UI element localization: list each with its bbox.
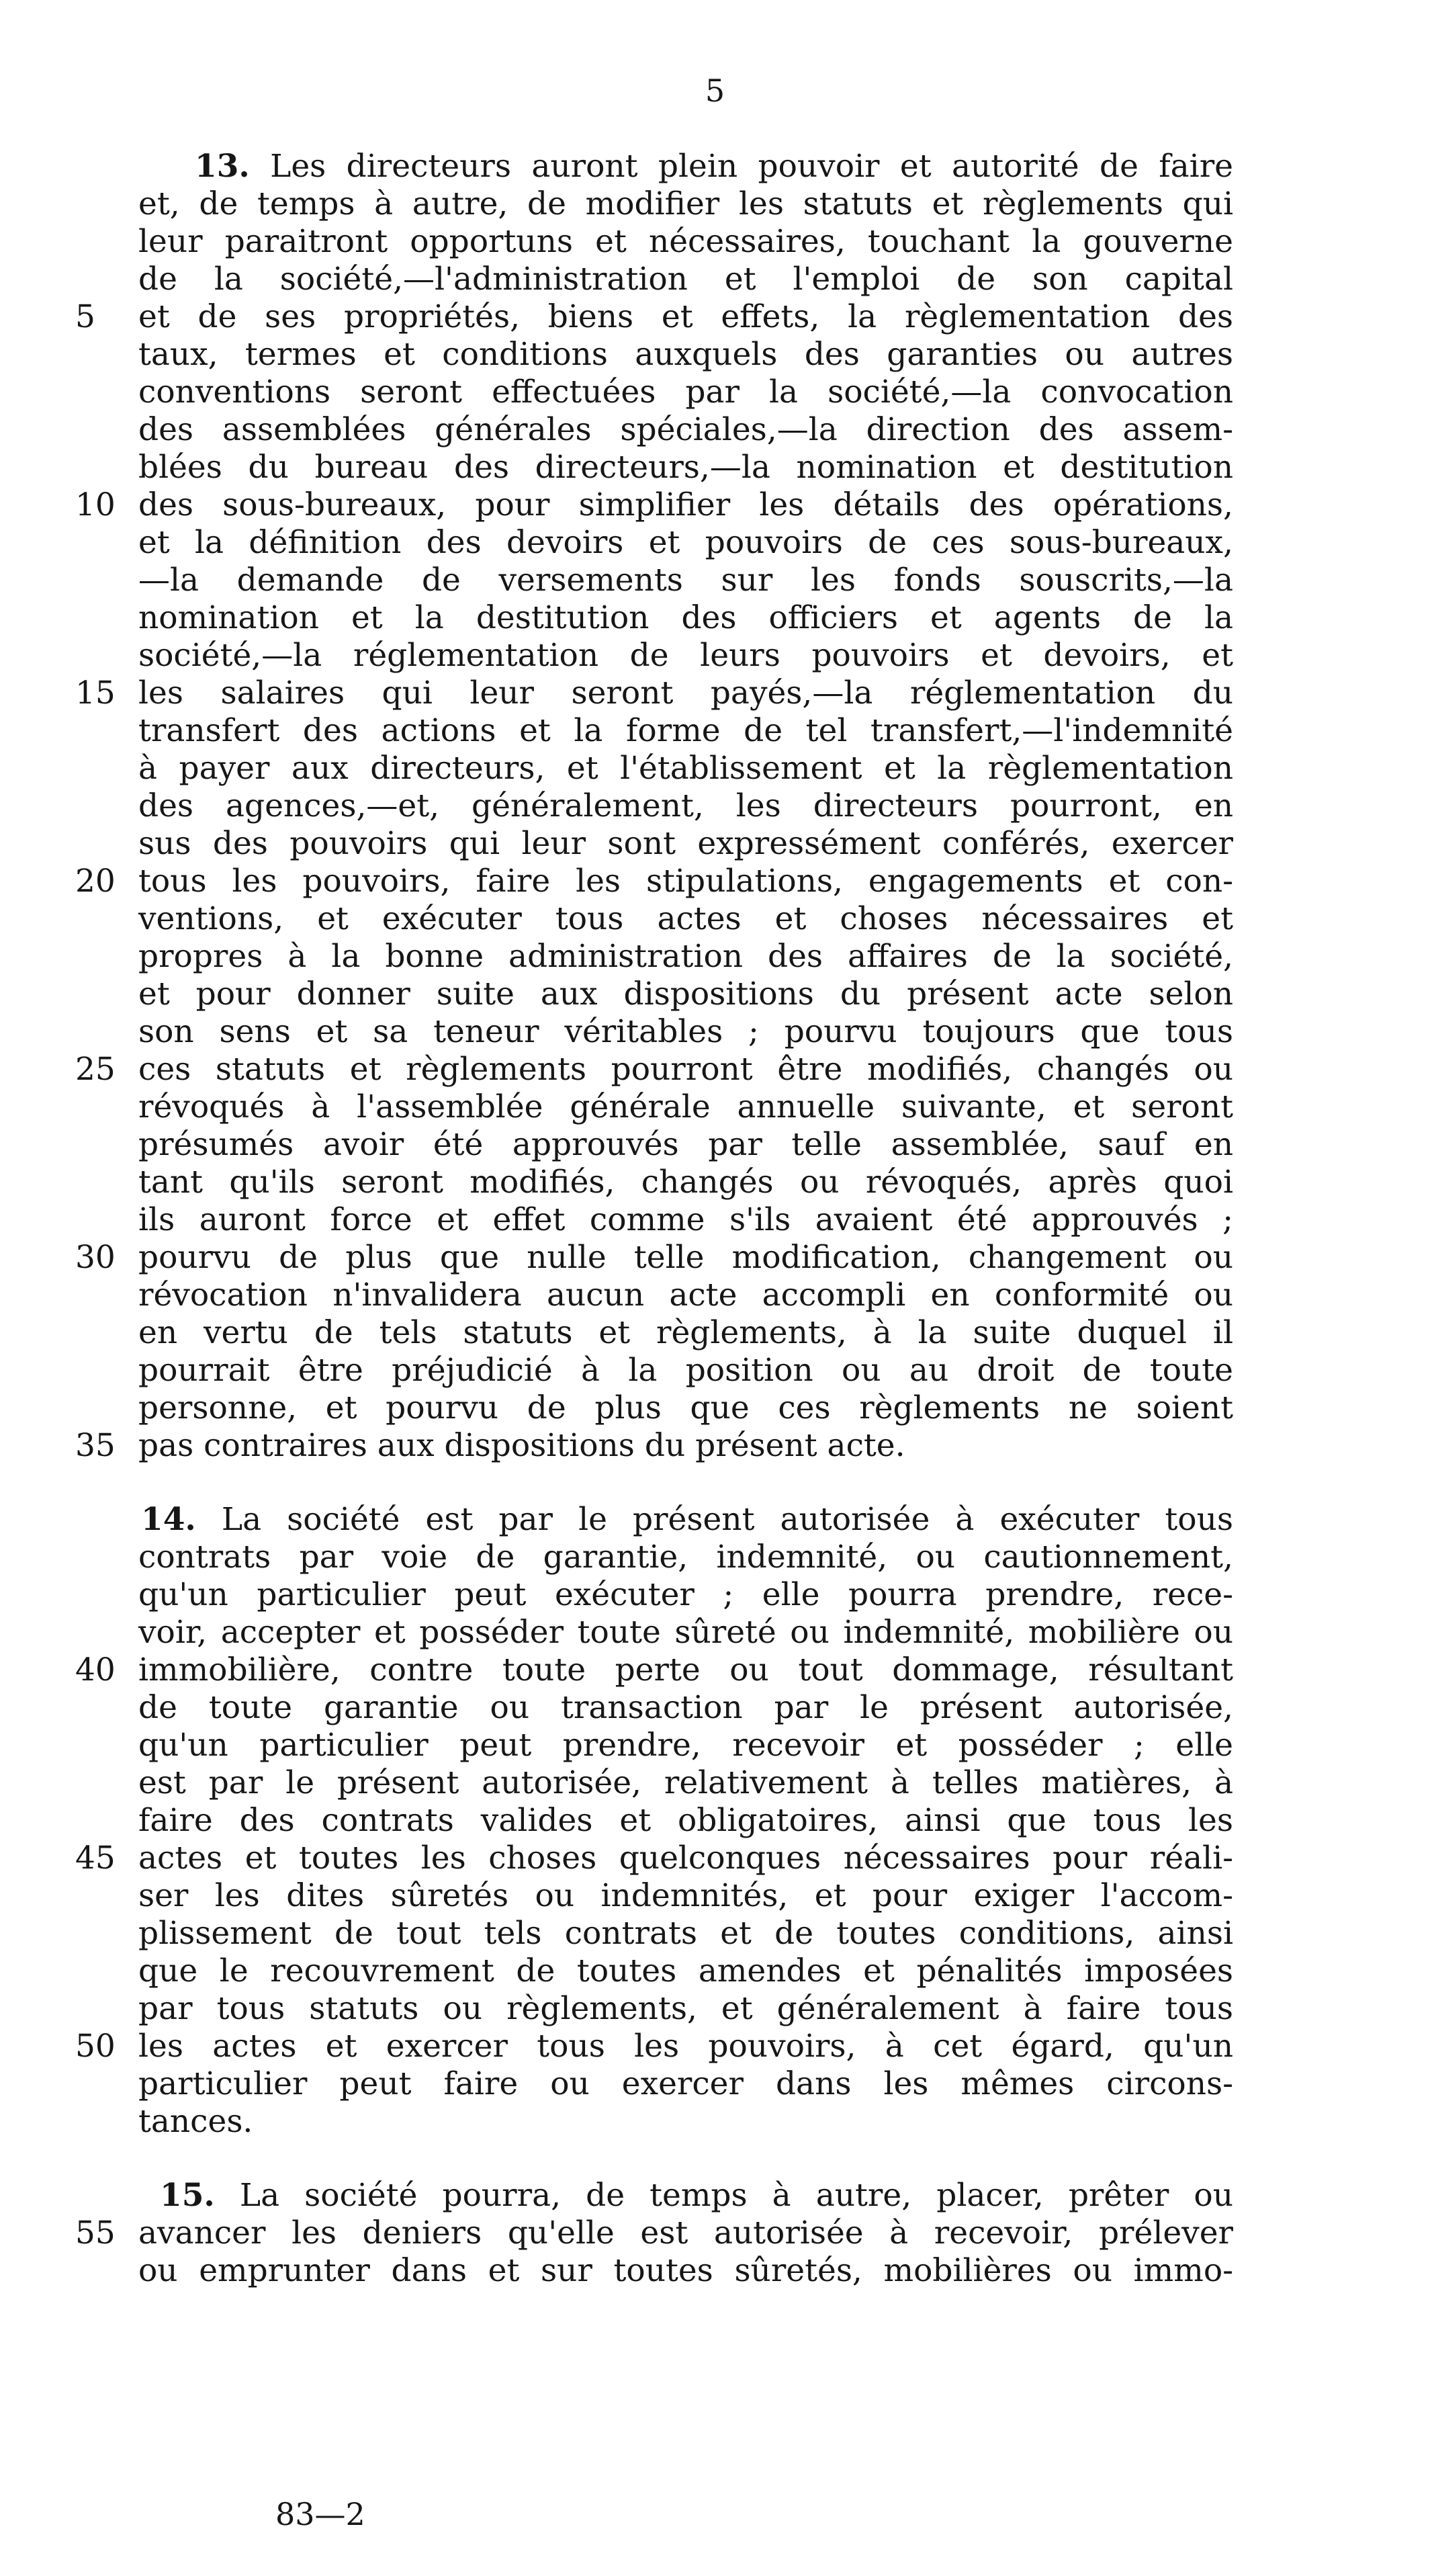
text-line: [0, 1876, 1430, 1916]
line-text: [141, 1500, 1233, 1540]
line-text: immobilière, contre toute perte ou tout dommage, résultant: [138, 1651, 1233, 1688]
text-line: [0, 335, 1430, 375]
line-text: blées du bureau des directeurs,—la nomination et destitution: [138, 449, 1233, 486]
line-text: contrats par voie de garantie, indemnité, ou cautionnement,: [138, 1539, 1233, 1576]
text-line: [0, 1763, 1430, 1803]
page-number: 5: [705, 73, 725, 109]
line-text: à payer aux directeurs, et l'établissement et la règlementation: [138, 750, 1233, 787]
line-number: 15: [75, 675, 116, 712]
line-text: pourrait être préjudicié à la position ou au droit de toute: [138, 1352, 1233, 1389]
text-line: [0, 2064, 1430, 2104]
line-text: des sous-bureaux, pour simplifier les détails des opérations,: [138, 486, 1233, 523]
text-line: [0, 1575, 1430, 1615]
text-line: [0, 1801, 1430, 1841]
text-line: [0, 1650, 1430, 1690]
line-text: avancer les deniers qu'elle est autorisée à recevoir, prélever: [138, 2215, 1233, 2251]
text-line: [0, 673, 1430, 714]
printer-signature: 83—2: [275, 2496, 365, 2532]
line-text: plissement de tout tels contrats et de toutes conditions, ainsi: [138, 1915, 1233, 1952]
line-text: propres à la bonne administration des affaires de la société,: [138, 938, 1233, 975]
line-number: 25: [75, 1051, 116, 1088]
text-line: [0, 899, 1430, 939]
text-line: [0, 1989, 1430, 2029]
line-text: des assemblées générales spéciales,—la direction des assem-: [138, 411, 1233, 448]
line-text: de toute garantie ou transaction par le présent autorisée,: [138, 1689, 1233, 1726]
text-line: [0, 447, 1430, 488]
line-text: et pour donner suite aux dispositions du présent acte selon: [138, 976, 1233, 1013]
line-text: les actes et exercer tous les pouvoirs, à cet égard, qu'un: [138, 2028, 1233, 2065]
line-text: [195, 146, 1233, 187]
text-line: [0, 2102, 1430, 2142]
text-line: [0, 748, 1430, 789]
text-line: [0, 1500, 1430, 1540]
line-text: en vertu de tels statuts et règlements, à la suite duquel il: [138, 1314, 1233, 1351]
line-text: ces statuts et règlements pourront être modifiés, changés ou: [138, 1051, 1233, 1088]
line-text: tances.: [138, 2103, 253, 2140]
text-line: [0, 560, 1430, 601]
text-line: [0, 1200, 1430, 1240]
text-line: [0, 1914, 1430, 1954]
text-line: [0, 1951, 1430, 1991]
text-line: [0, 861, 1430, 902]
line-text: est par le présent autorisée, relativement à telles matières, à: [138, 1764, 1233, 1801]
line-number: 55: [75, 2215, 116, 2251]
line-text: les salaires qui leur seront payés,—la réglementation du: [138, 675, 1233, 712]
text-line: [0, 937, 1430, 977]
text-line: [0, 636, 1430, 676]
line-text: des agences,—et, généralement, les directeurs pourront, en: [138, 787, 1233, 824]
text-line: [0, 1838, 1430, 1879]
line-text: tous les pouvoirs, faire les stipulations, engagements et con-: [138, 863, 1233, 900]
line-number: 50: [75, 2028, 116, 2065]
text-line: [0, 1125, 1430, 1165]
line-text: révocation n'invalidera aucun acte accompli en conformité ou: [138, 1277, 1233, 1314]
text-line: [0, 523, 1430, 563]
text-line: [0, 711, 1430, 751]
line-text: pas contraires aux dispositions du présent acte.: [138, 1427, 905, 1464]
text-line: [0, 2251, 1430, 2291]
line-number: 30: [75, 1239, 116, 1276]
line-text: pourvu de plus que nulle telle modification, changement ou: [138, 1239, 1233, 1276]
line-text: —la demande de versements sur les fonds souscrits,—la: [138, 562, 1233, 599]
text-line: [0, 184, 1430, 224]
line-text: ventions, et exécuter tous actes et choses nécessaires et: [138, 900, 1233, 937]
text-line: [0, 297, 1430, 337]
line-text: tant qu'ils seront modifiés, changés ou révoqués, après quoi: [138, 1164, 1233, 1201]
section-number: 14.: [141, 1501, 196, 1538]
section-text: Les directeurs auront plein pouvoir et autorité de faire: [249, 148, 1233, 185]
section-number: 13.: [195, 148, 250, 185]
text-line: [0, 824, 1430, 864]
line-text: par tous statuts ou règlements, et généralement à faire tous: [138, 1990, 1233, 2027]
line-number: 35: [75, 1427, 116, 1464]
line-text: ou emprunter dans et sur toutes sûretés, mobilières ou immo-: [138, 2252, 1233, 2289]
line-text: transfert des actions et la forme de tel transfert,—l'indemnité: [138, 712, 1233, 749]
line-text: que le recouvrement de toutes amendes et pénalités imposées: [138, 1952, 1233, 1989]
line-text: qu'un particulier peut exécuter ; elle pourra prendre, rece-: [138, 1576, 1233, 1613]
line-text: et, de temps à autre, de modifier les statuts et règlements qui: [138, 185, 1233, 222]
text-line: [0, 786, 1430, 826]
line-text: faire des contrats valides et obligatoires, ainsi que tous les: [138, 1802, 1233, 1839]
line-number: 5: [75, 298, 95, 335]
text-line: [0, 1012, 1430, 1052]
text-line: [0, 410, 1430, 450]
section-text: La société est par le présent autorisée à exécuter tous: [195, 1501, 1233, 1538]
line-text: présumés avoir été approuvés par telle assemblée, sauf en: [138, 1126, 1233, 1163]
text-line: [0, 1238, 1430, 1278]
line-text: sus des pouvoirs qui leur sont expressément conférés, exercer: [138, 825, 1233, 862]
text-line: [0, 1537, 1430, 1578]
line-text: personne, et pourvu de plus que ces règlements ne soient: [138, 1389, 1233, 1426]
line-text: et de ses propriétés, biens et effets, la règlementation des: [138, 298, 1233, 335]
line-text: ils auront force et effet comme s'ils avaient été approuvés ;: [138, 1201, 1233, 1238]
text-line: [0, 222, 1430, 262]
line-text: leur paraitront opportuns et nécessaires, touchant la gouverne: [138, 223, 1233, 260]
line-text: conventions seront effectuées par la société,—la convocation: [138, 374, 1233, 411]
line-text: de la société,—l'administration et l'emploi de son capital: [138, 261, 1233, 298]
line-number: 20: [75, 863, 116, 900]
text-line: [0, 1087, 1430, 1127]
text-line: [0, 146, 1430, 187]
text-line: [0, 1388, 1430, 1428]
section-number: 15.: [160, 2177, 215, 2214]
text-line: [0, 1162, 1430, 1203]
text-line: [0, 1350, 1430, 1391]
line-text: son sens et sa teneur véritables ; pourvu toujours que tous: [138, 1013, 1233, 1050]
text-line: [0, 1426, 1430, 1466]
line-text: ser les dites sûretés ou indemnités, et pour exiger l'accom-: [138, 1877, 1233, 1914]
line-number: 10: [75, 486, 116, 523]
text-line: [0, 372, 1430, 413]
line-text: et la définition des devoirs et pouvoirs de ces sous-bureaux,: [138, 524, 1233, 561]
line-text: nomination et la destitution des officiers et agents de la: [138, 599, 1233, 636]
line-text: qu'un particulier peut prendre, recevoir et posséder ; elle: [138, 1727, 1233, 1764]
text-line: [0, 1313, 1430, 1353]
text-line: [0, 2176, 1430, 2216]
text-line: [0, 1725, 1430, 1766]
line-text: société,—la réglementation de leurs pouvoirs et devoirs, et: [138, 637, 1233, 674]
line-text: [160, 2176, 1233, 2216]
text-line: [0, 1049, 1430, 1090]
text-line: [0, 2026, 1430, 2067]
text-line: [0, 2213, 1430, 2253]
text-line: [0, 598, 1430, 638]
line-text: actes et toutes les choses quelconques nécessaires pour réali-: [138, 1840, 1233, 1877]
line-number: 45: [75, 1840, 116, 1877]
section-text: La société pourra, de temps à autre, placer, prêter ou: [214, 2177, 1233, 2214]
text-line: [0, 1613, 1430, 1653]
text-line: [0, 974, 1430, 1015]
text-line: [0, 259, 1430, 300]
line-number: 40: [75, 1651, 116, 1688]
line-text: révoqués à l'assemblée générale annuelle suivante, et seront: [138, 1088, 1233, 1125]
line-text: voir, accepter et posséder toute sûreté ou indemnité, mobilière ou: [138, 1614, 1233, 1651]
line-text: taux, termes et conditions auxquels des garanties ou autres: [138, 336, 1233, 373]
line-text: particulier peut faire ou exercer dans les mêmes circons-: [138, 2065, 1233, 2102]
text-line: [0, 1275, 1430, 1316]
text-line: [0, 1688, 1430, 1728]
text-line: [0, 485, 1430, 525]
